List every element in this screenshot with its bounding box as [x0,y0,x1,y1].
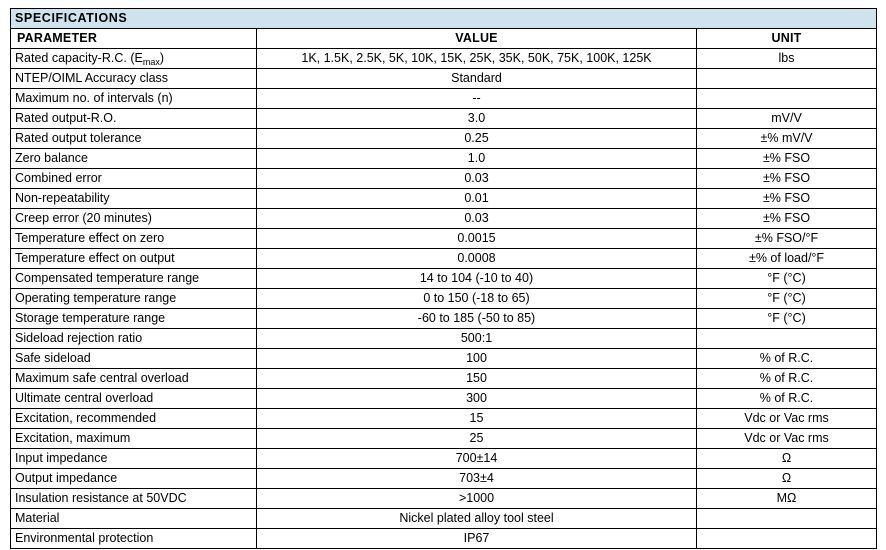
table-title-row [11,9,877,29]
cell-parameter: Material [11,509,257,529]
cell-parameter: Environmental protection [11,529,257,549]
cell-unit: ±% FSO [697,169,877,189]
cell-parameter: Excitation, recommended [11,409,257,429]
column-header-parameter: PARAMETER [11,29,257,49]
table-row [11,249,877,269]
cell-unit: °F (°C) [697,269,877,289]
cell-parameter: Rated output tolerance [11,129,257,149]
cell-parameter: Creep error (20 minutes) [11,209,257,229]
cell-parameter: Non-repeatability [11,189,257,209]
cell-unit: % of R.C. [697,389,877,409]
cell-unit: ±% FSO [697,189,877,209]
cell-unit [697,89,877,109]
cell-parameter: Temperature effect on zero [11,229,257,249]
table-row [11,389,877,409]
cell-parameter: Insulation resistance at 50VDC [11,489,257,509]
cell-unit: °F (°C) [697,289,877,309]
cell-value: 100 [257,349,697,369]
cell-value: 500:1 [257,329,697,349]
cell-value: Standard [257,69,697,89]
cell-value: -60 to 185 (-50 to 85) [257,309,697,329]
table-title: SPECIFICATIONS [11,9,877,29]
cell-unit: ±% mV/V [697,129,877,149]
cell-value: 300 [257,389,697,409]
cell-parameter: Output impedance [11,469,257,489]
table-row [11,329,877,349]
cell-unit [697,509,877,529]
cell-unit [697,529,877,549]
table-row [11,149,877,169]
cell-parameter: Combined error [11,169,257,189]
table-row [11,89,877,109]
cell-unit: ±% FSO [697,149,877,169]
cell-value: 15 [257,409,697,429]
table-row [11,489,877,509]
cell-parameter: Maximum safe central overload [11,369,257,389]
cell-value: 150 [257,369,697,389]
cell-unit: ±% FSO [697,209,877,229]
cell-unit: MΩ [697,489,877,509]
cell-value: 0.0015 [257,229,697,249]
cell-unit [697,69,877,89]
cell-value: 0.0008 [257,249,697,269]
table-row [11,129,877,149]
cell-parameter: Input impedance [11,449,257,469]
cell-value: 0.03 [257,209,697,229]
cell-parameter: Maximum no. of intervals (n) [11,89,257,109]
table-row [11,509,877,529]
cell-parameter: Excitation, maximum [11,429,257,449]
cell-parameter: Compensated temperature range [11,269,257,289]
cell-unit: Vdc or Vac rms [697,409,877,429]
cell-value: 0.25 [257,129,697,149]
parameter-subscript: max [142,57,160,67]
cell-unit: ±% FSO/°F [697,229,877,249]
table-row [11,449,877,469]
table-row [11,429,877,449]
table-row [11,269,877,289]
table-row [11,529,877,549]
column-header-value: VALUE [257,29,697,49]
cell-unit: % of R.C. [697,349,877,369]
cell-parameter: NTEP/OIML Accuracy class [11,69,257,89]
cell-value: 25 [257,429,697,449]
cell-value: 700±14 [257,449,697,469]
cell-value: Nickel plated alloy tool steel [257,509,697,529]
cell-value: IP67 [257,529,697,549]
cell-unit: Ω [697,449,877,469]
table-row [11,109,877,129]
cell-unit: % of R.C. [697,369,877,389]
cell-parameter: Storage temperature range [11,309,257,329]
table-row [11,69,877,89]
table-row [11,229,877,249]
table-row [11,189,877,209]
cell-value: 1.0 [257,149,697,169]
cell-parameter: Temperature effect on output [11,249,257,269]
table-row [11,49,877,69]
cell-parameter: Zero balance [11,149,257,169]
table-row [11,209,877,229]
cell-unit: mV/V [697,109,877,129]
table-row [11,169,877,189]
table-row [11,369,877,389]
table-body [11,9,877,549]
cell-unit: Vdc or Vac rms [697,429,877,449]
cell-value: 3.0 [257,109,697,129]
table-row [11,309,877,329]
cell-parameter: Ultimate central overload [11,389,257,409]
cell-value: 1K, 1.5K, 2.5K, 5K, 10K, 15K, 25K, 35K, 50K, 75K, 100K, 125K [257,49,697,69]
cell-value: 0 to 150 (-18 to 65) [257,289,697,309]
cell-value: 14 to 104 (-10 to 40) [257,269,697,289]
cell-parameter: Rated output-R.O. [11,109,257,129]
cell-parameter: Operating temperature range [11,289,257,309]
table-row [11,469,877,489]
cell-parameter: Rated capacity-R.C. $(E_{max})$ [11,49,257,69]
cell-value: >1000 [257,489,697,509]
cell-unit [697,329,877,349]
cell-value: 0.01 [257,189,697,209]
table-row [11,349,877,369]
column-header-unit: UNIT [697,29,877,49]
cell-unit: lbs [697,49,877,69]
cell-value: 703±4 [257,469,697,489]
cell-unit: Ω [697,469,877,489]
cell-value: 0.03 [257,169,697,189]
cell-unit: °F (°C) [697,309,877,329]
specifications-table [10,8,877,549]
table-header-row [11,29,877,49]
cell-unit: ±% of load/°F [697,249,877,269]
table-row [11,409,877,429]
cell-value: -- [257,89,697,109]
table-row [11,289,877,309]
cell-parameter: Safe sideload [11,349,257,369]
cell-parameter: Sideload rejection ratio [11,329,257,349]
